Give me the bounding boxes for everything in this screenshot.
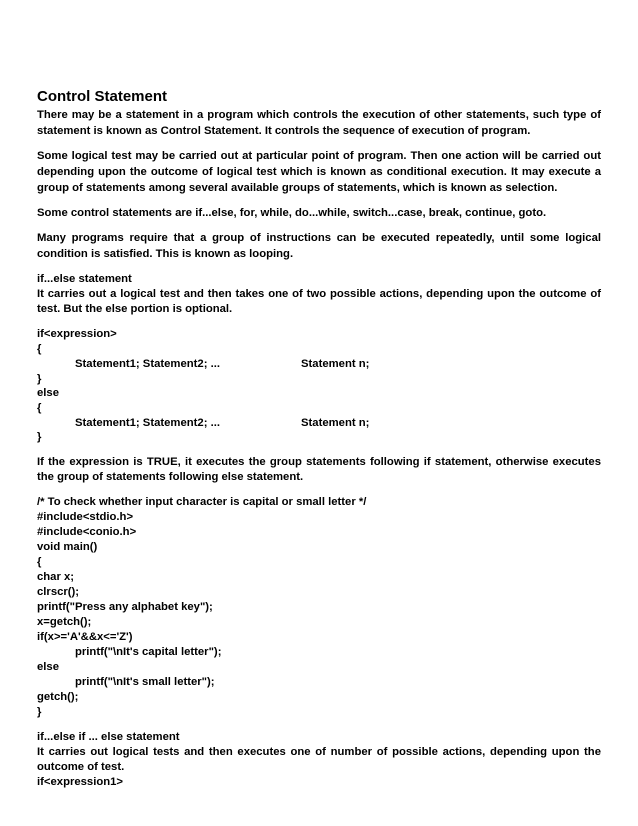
code-line: else [37, 661, 59, 673]
paragraph-line: It carries out logical tests and then executes one of number of possible actions, depending upon the [37, 746, 601, 758]
paragraph-line: condition is satisfied. This is known as looping. [37, 248, 294, 260]
syntax-line: { [37, 402, 42, 414]
page-title: Control Statement [37, 88, 168, 105]
paragraph-line: the group of statements following else statement. [37, 471, 304, 483]
code-line: } [37, 706, 42, 718]
paragraph-line: It carries out a logical test and then takes one of two possible actions, depending upon the outcome of [37, 288, 601, 300]
code-line: char x; [37, 571, 75, 583]
syntax-line [75, 357, 375, 371]
code-line: x=getch(); [37, 616, 92, 628]
code-line: if(x>='A'&&x<='Z') [37, 631, 133, 643]
paragraph-line: group of statements among several available groups of statements, which is known as selection. [37, 182, 558, 194]
code-line: printf("\nIt's small letter"); [75, 676, 215, 688]
paragraph-line: test. But the else portion is optional. [37, 303, 233, 315]
code-line: void main() [37, 541, 98, 553]
syntax-line [75, 416, 375, 430]
paragraph-line: outcome of test. [37, 761, 125, 773]
paragraph-line: depending upon the outcome of logical test which is known as conditional execution. It may execute a [37, 166, 601, 178]
code-comment: /* To check whether input character is capital or small letter */ [37, 496, 367, 508]
syntax-line: if<expression1> [37, 776, 124, 788]
section-heading: if...else if ... else statement [37, 731, 180, 743]
syntax-statement-n: Statement n; [301, 358, 370, 370]
syntax-line: } [37, 431, 42, 443]
paragraph-line: If the expression is TRUE, it executes the group statements following if statement, otherwise executes [37, 456, 601, 468]
syntax-line: else [37, 387, 59, 399]
paragraph-line: statement is known as Control Statement. It controls the sequence of execution of program. [37, 125, 531, 137]
code-line: clrscr(); [37, 586, 80, 598]
code-line: getch(); [37, 691, 79, 703]
paragraph-line: Some logical test may be carried out at particular point of program. Then one action will be carried out [37, 150, 601, 162]
syntax-statements: Statement1; Statement2; ... [75, 417, 221, 429]
section-heading: if...else statement [37, 273, 132, 285]
paragraph-line: There may be a statement in a program which controls the execution of other statements, such type of [37, 109, 601, 121]
syntax-statement-n: Statement n; [301, 417, 370, 429]
syntax-line: if<expression> [37, 328, 117, 340]
code-line: #include<conio.h> [37, 526, 137, 538]
syntax-statements: Statement1; Statement2; ... [75, 358, 221, 370]
syntax-line: { [37, 343, 42, 355]
code-line: printf("\nIt's capital letter"); [75, 646, 222, 658]
paragraph-line: Some control statements are if...else, for, while, do...while, switch...case, break, continue, goto. [37, 207, 547, 219]
code-line: #include<stdio.h> [37, 511, 134, 523]
paragraph-line: Many programs require that a group of instructions can be executed repeatedly, until some logical [37, 232, 601, 244]
code-line: { [37, 556, 42, 568]
syntax-line: } [37, 373, 42, 385]
code-line: printf("Press any alphabet key"); [37, 601, 213, 613]
